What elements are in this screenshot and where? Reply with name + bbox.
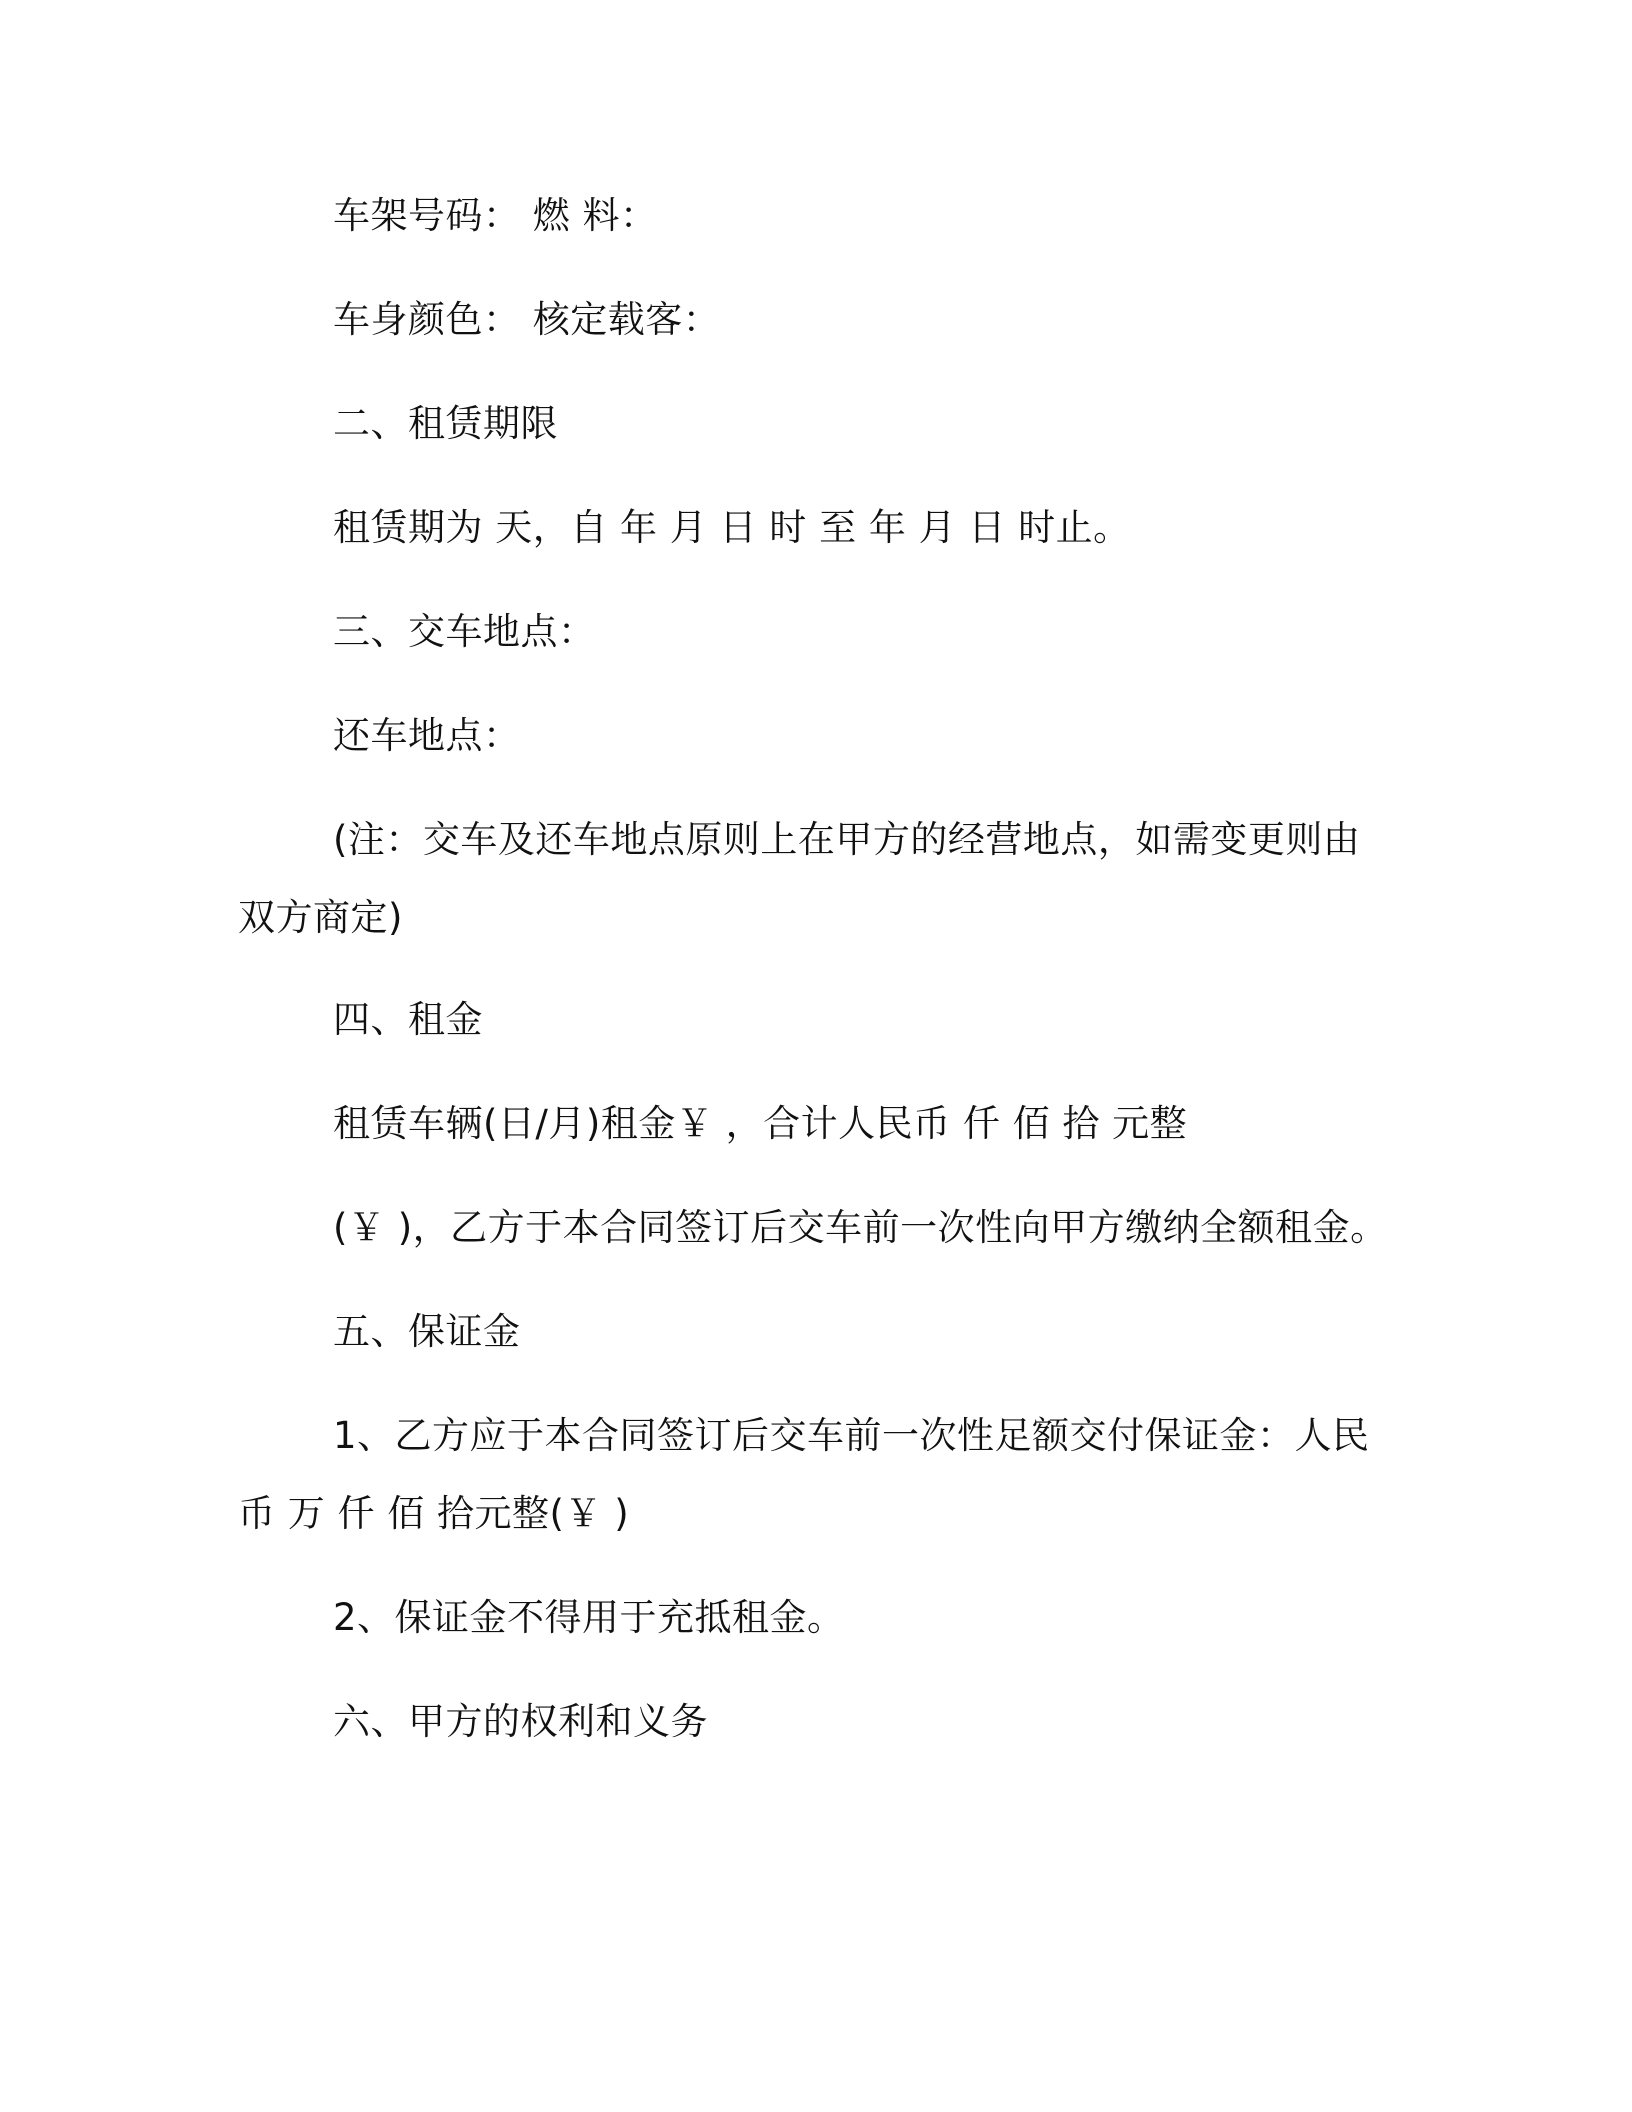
lease-period-line: 租赁期为 天，自 年 月 日 时 至 年 月 日 时止。 xyxy=(333,506,1131,549)
section-5-heading: 五、保证金 xyxy=(333,1310,521,1353)
deposit-line-2: 币 万 仟 佰 拾元整(￥ ) xyxy=(238,1492,630,1535)
section-2-heading: 二、租赁期限 xyxy=(333,402,558,445)
rent-amount-line: 租赁车辆(日/月)租金￥ ，合计人民币 仟 佰 拾 元整 xyxy=(333,1102,1188,1145)
location-note-line-1: (注：交车及还车地点原则上在甲方的经营地点，如需变更则由 xyxy=(333,818,1361,861)
deposit-rule-line: 2、保证金不得用于充抵租金。 xyxy=(333,1596,845,1639)
return-location-line: 还车地点： xyxy=(333,714,521,757)
location-note-line-2: 双方商定) xyxy=(238,896,403,939)
deposit-line-1: 1、乙方应于本合同签订后交车前一次性足额交付保证金：人民 xyxy=(333,1414,1370,1457)
section-4-heading: 四、租金 xyxy=(333,998,483,1041)
vin-fuel-line: 车架号码： 燃 料： xyxy=(333,194,658,237)
section-3-heading: 三、交车地点： xyxy=(333,610,596,653)
rent-payment-line: (￥ )，乙方于本合同签订后交车前一次性向甲方缴纳全额租金。 xyxy=(333,1206,1388,1249)
section-6-heading: 六、甲方的权利和义务 xyxy=(333,1700,708,1743)
color-capacity-line: 车身颜色： 核定载客： xyxy=(333,298,721,341)
